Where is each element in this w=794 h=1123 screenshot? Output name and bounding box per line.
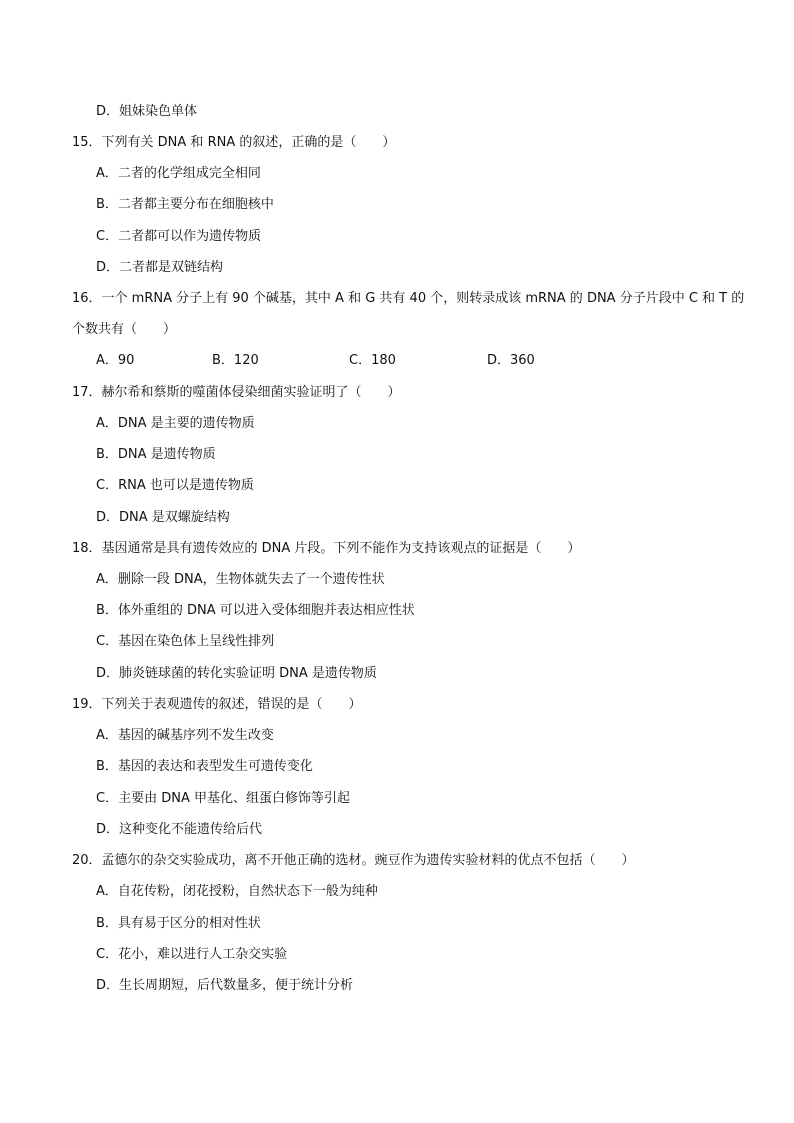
- q19-option-a: A．基因的碱基序列不发生改变: [96, 728, 274, 743]
- q15-option-c: C．二者都可以作为遗传物质: [96, 229, 262, 244]
- q19-option-d: D．这种变化不能遗传给后代: [96, 822, 263, 837]
- question-20: 20．孟德尔的杂交实验成功，离不开他正确的选材。豌豆作为遗传实验材料的优点不包括（ ）: [72, 853, 635, 868]
- q16-option-a: A．90: [96, 353, 135, 368]
- q16-option-c: C．180: [349, 353, 396, 368]
- q18-option-b: B．体外重组的 DNA 可以进入受体细胞并表达相应性状: [96, 603, 415, 618]
- q18-option-a: A．删除一段 DNA，生物体就失去了一个遗传性状: [96, 572, 385, 587]
- q20-option-d: D．生长周期短，后代数量多，便于统计分析: [96, 978, 354, 993]
- q17-option-a: A．DNA 是主要的遗传物质: [96, 416, 255, 431]
- q17-option-b: B．DNA 是遗传物质: [96, 447, 216, 462]
- q20-option-a: A．自花传粉，闭花授粉，自然状态下一般为纯种: [96, 884, 378, 899]
- q16-option-b: B．120: [212, 353, 259, 368]
- q20-option-c: C．花小，难以进行人工杂交实验: [96, 947, 288, 962]
- q18-option-d: D．肺炎链球菌的转化实验证明 DNA 是遗传物质: [96, 666, 377, 681]
- q18-option-c: C．基因在染色体上呈线性排列: [96, 634, 275, 649]
- q20-option-b: B．具有易于区分的相对性状: [96, 916, 261, 931]
- q15-option-b: B．二者都主要分布在细胞核中: [96, 197, 274, 212]
- q14-option-d: D．姐妹染色单体: [96, 104, 198, 119]
- q17-option-c: C．RNA 也可以是遗传物质: [96, 478, 254, 493]
- question-19: 19．下列关于表观遗传的叙述，错误的是（ ）: [72, 697, 362, 712]
- q16-option-d: D．360: [487, 353, 535, 368]
- question-16: 16．一个 mRNA 分子上有 90 个碱基，其中 A 和 G 共有 40 个，则转录成该 mRNA 的 DNA 分子片段中 C 和 T 的: [72, 291, 745, 306]
- q15-option-d: D．二者都是双链结构: [96, 260, 224, 275]
- question-15: 15．下列有关 DNA 和 RNA 的叙述，正确的是（ ）: [72, 135, 396, 150]
- question-16-continued: 个数共有（ ）: [72, 322, 177, 337]
- q17-option-d: D．DNA 是双螺旋结构: [96, 510, 230, 525]
- q19-option-c: C．主要由 DNA 甲基化、组蛋白修饰等引起: [96, 791, 350, 806]
- question-18: 18．基因通常是具有遗传效应的 DNA 片段。下列不能作为支持该观点的证据是（ ）: [72, 541, 581, 556]
- q15-option-a: A．二者的化学组成完全相同: [96, 166, 261, 181]
- q19-option-b: B．基因的表达和表型发生可遗传变化: [96, 759, 313, 774]
- question-17: 17．赫尔希和蔡斯的噬菌体侵染细菌实验证明了（ ）: [72, 385, 401, 400]
